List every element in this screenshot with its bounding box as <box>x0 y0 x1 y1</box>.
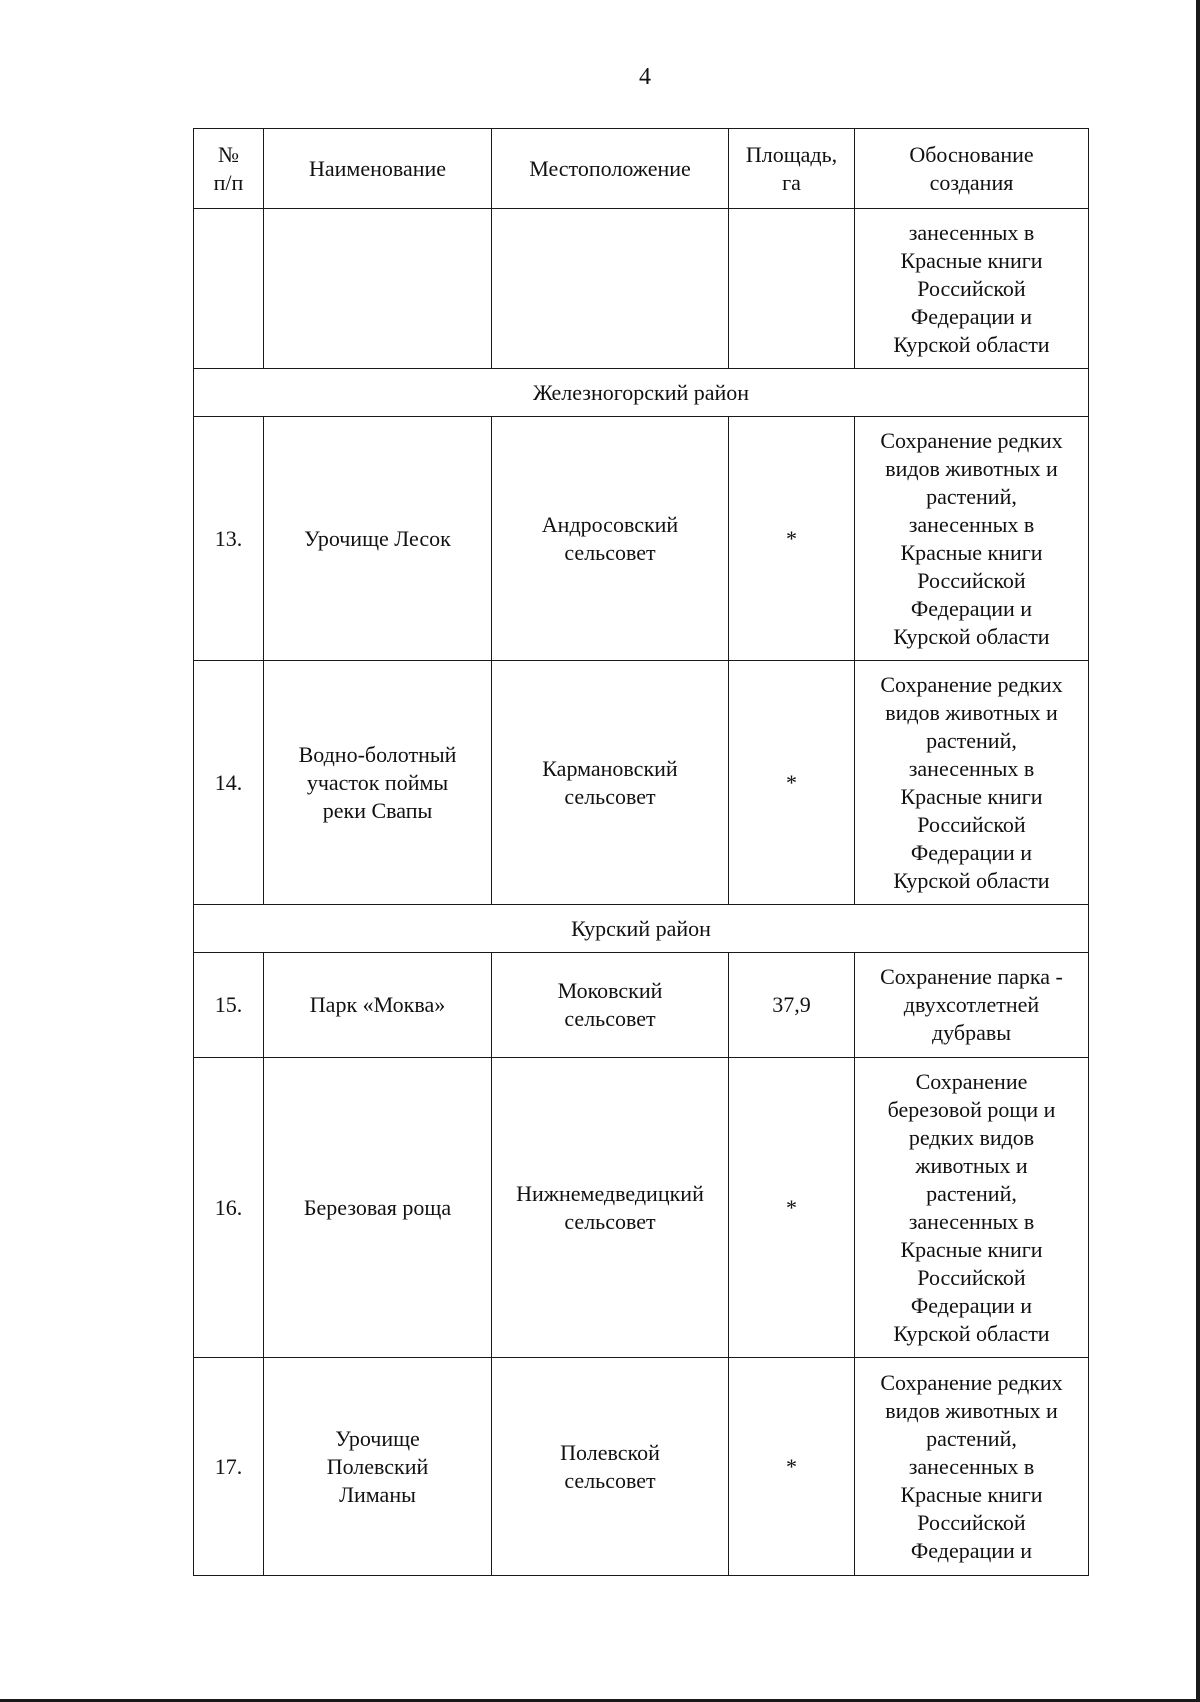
cell-num: 17. <box>194 1358 264 1576</box>
cell-name: Парк «Моква» <box>264 953 492 1058</box>
continuation-row <box>194 209 1089 369</box>
cell-location: Нижнемедведицкий сельсовет <box>492 1058 729 1358</box>
header-num: № п/п <box>194 129 264 209</box>
cell-name <box>264 209 492 369</box>
cell-name: Урочище Лесок <box>264 417 492 661</box>
region-row <box>194 905 1089 953</box>
protected-areas-table <box>193 128 1089 1576</box>
region-title: Железногорский район <box>194 369 1089 417</box>
cell-area <box>729 209 855 369</box>
cell-area: 37,9 <box>729 953 855 1058</box>
region-title: Курский район <box>194 905 1089 953</box>
cell-basis: Сохранение редких видов животных и растений, занесенных в Красные книги Российской Федерации и Курской области <box>855 661 1089 905</box>
table-row <box>194 1358 1089 1576</box>
cell-num: 13. <box>194 417 264 661</box>
table-row <box>194 417 1089 661</box>
cell-num <box>194 209 264 369</box>
cell-num: 15. <box>194 953 264 1058</box>
cell-location: Полевской сельсовет <box>492 1358 729 1576</box>
scan-edge-right <box>1196 0 1200 1702</box>
cell-basis: занесенных в Красные книги Российской Федерации и Курской области <box>855 209 1089 369</box>
cell-basis: Сохранение редких видов животных и растений, занесенных в Красные книги Российской Федерации и Курской области <box>855 417 1089 661</box>
cell-name: Водно-болотный участок поймы реки Свапы <box>264 661 492 905</box>
header-basis: Обоснование создания <box>855 129 1089 209</box>
table-row <box>194 1058 1089 1358</box>
page-number: 4 <box>639 64 651 90</box>
cell-basis: Сохранение березовой рощи и редких видов животных и растений, занесенных в Красные книги Российской Федерации и Курской области <box>855 1058 1089 1358</box>
header-area: Площадь, га <box>729 129 855 209</box>
table-row <box>194 953 1089 1058</box>
cell-name: Березовая роща <box>264 1058 492 1358</box>
cell-location: Моковский сельсовет <box>492 953 729 1058</box>
cell-num: 14. <box>194 661 264 905</box>
cell-location: Кармановский сельсовет <box>492 661 729 905</box>
table-header-row <box>194 129 1089 209</box>
cell-location: Андросовский сельсовет <box>492 417 729 661</box>
cell-location <box>492 209 729 369</box>
cell-area: * <box>729 417 855 661</box>
cell-area: * <box>729 661 855 905</box>
cell-basis: Сохранение редких видов животных и растений, занесенных в Красные книги Российской Федерации и <box>855 1358 1089 1576</box>
region-row <box>194 369 1089 417</box>
cell-num: 16. <box>194 1058 264 1358</box>
cell-area: * <box>729 1358 855 1576</box>
header-name: Наименование <box>264 129 492 209</box>
header-location: Местоположение <box>492 129 729 209</box>
table-body <box>194 209 1089 1576</box>
cell-name: Урочище Полевский Лиманы <box>264 1358 492 1576</box>
table-row <box>194 661 1089 905</box>
cell-basis: Сохранение парка - двухсотлетней дубравы <box>855 953 1089 1058</box>
cell-area: * <box>729 1058 855 1358</box>
